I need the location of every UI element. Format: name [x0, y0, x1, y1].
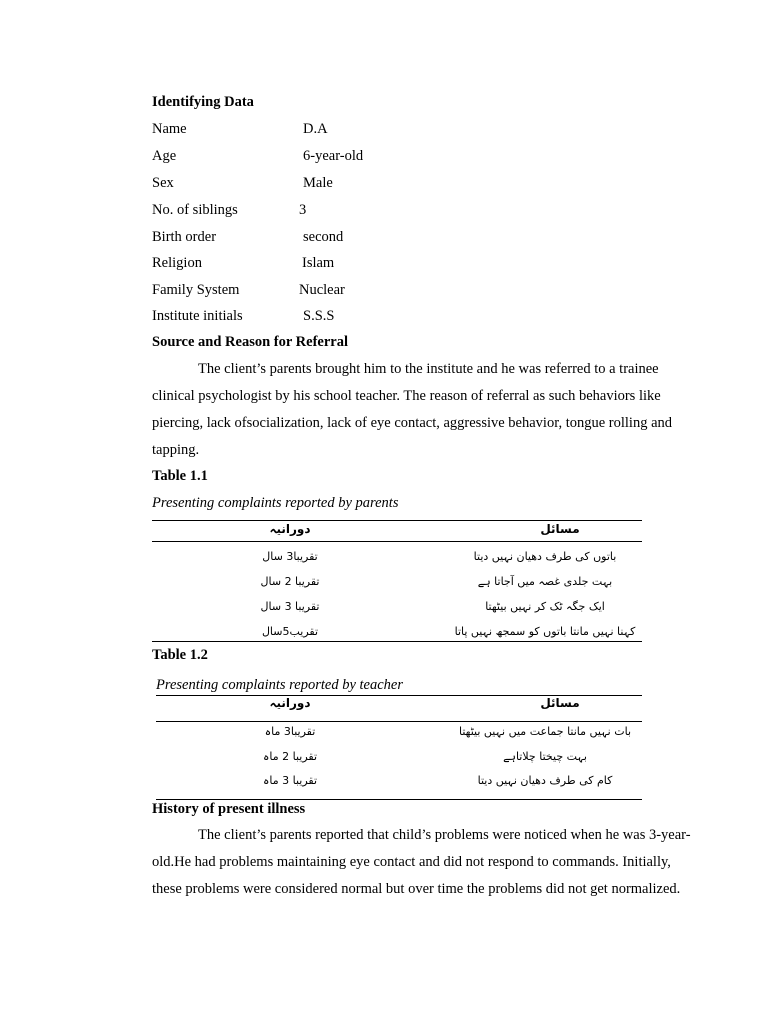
label-siblings: No. of siblings [152, 202, 238, 218]
referral-paragraph-line: tapping. [152, 442, 200, 458]
value-birth-order: second [303, 229, 344, 245]
table1-row-duration: تقریبا 3 سال [260, 600, 320, 613]
label-sex: Sex [152, 175, 174, 191]
table2-row-duration: تقریبا3 ماہ [264, 725, 316, 738]
table2-row-duration: تقریبا 3 ماہ [262, 774, 318, 787]
history-paragraph-line: old.He had problems maintaining eye contact and did not respond to commands. Initially, [152, 854, 671, 870]
label-family-system: Family System [152, 282, 240, 298]
referral-paragraph-line: The client’s parents brought him to the institute and he was referred to a trainee [198, 361, 659, 377]
table1-header-rule [152, 541, 642, 542]
value-family-system: Nuclear [299, 282, 345, 298]
table2-header-duration: دورانیہ [269, 696, 311, 710]
referral-heading: Source and Reason for Referral [152, 334, 348, 350]
label-name: Name [152, 121, 187, 137]
table1-row-duration: تقریب5سال [261, 625, 319, 638]
table2-caption: Presenting complaints reported by teacher [156, 677, 403, 693]
table2-row-duration: تقریبا 2 ماہ [262, 750, 318, 763]
table2-row-problem: بہت چیختا چلاتاہے [503, 750, 587, 763]
table1-header-problems: مسائل [540, 522, 580, 536]
table2-bottom-rule [156, 799, 642, 800]
table2-row-problem: بات نہیں مانتا جماعت میں نہیں بیٹھتا [458, 725, 632, 738]
label-religion: Religion [152, 255, 202, 271]
identifying-data-heading: Identifying Data [152, 94, 254, 110]
referral-paragraph-line: piercing, lack ofsocialization, lack of eye contact, aggressive behavior, tongue rolling and [152, 415, 673, 431]
table1-caption: Presenting complaints reported by parents [152, 495, 399, 511]
value-name: D.A [303, 121, 328, 137]
table1-header-duration: دورانیہ [269, 522, 311, 536]
table2-label: Table 1.2 [152, 647, 208, 663]
value-age: 6-year-old [303, 148, 364, 164]
history-paragraph-line: The client’s parents reported that child’s problems were noticed when he was 3-year- [198, 827, 691, 843]
history-paragraph-line: these problems were considered normal but over time the problems did not get normalized. [152, 881, 681, 897]
value-institute-initials: S.S.S [303, 308, 335, 324]
table1-row-problem: بہت جلدی غصہ میں آجاتا ہے [477, 575, 613, 588]
label-institute-initials: Institute initials [152, 308, 243, 324]
label-age: Age [152, 148, 177, 164]
value-siblings: 3 [299, 202, 307, 218]
value-religion: Islam [302, 255, 335, 271]
table1-bottom-rule [152, 641, 642, 642]
value-sex: Male [303, 175, 333, 191]
label-birth-order: Birth order [152, 229, 217, 245]
table1-top-rule [152, 520, 642, 521]
table2-row-problem: کام کی طرف دھیان نہیں دیتا [477, 774, 613, 787]
table2-header-problems: مسائل [540, 696, 580, 710]
table1-label: Table 1.1 [152, 468, 208, 484]
history-heading: History of present illness [152, 801, 306, 817]
table1-row-duration: تقریبا 2 سال [260, 575, 320, 588]
table1-row-problem: ایک جگہ ٹک کر نہیں بیٹھتا [485, 600, 605, 613]
table1-row-problem: باتوں کی طرف دھیان نہیں دیتا [473, 550, 617, 563]
table1-row-duration: تقریبا3 سال [262, 550, 318, 563]
table2-header-rule [156, 721, 642, 722]
table1-row-problem: کہنا نہیں مانتا باتوں کو سمجھ نہیں پاتا [454, 625, 636, 638]
referral-paragraph-line: clinical psychologist by his school teacher. The reason of referral as such behaviors like [152, 388, 661, 404]
